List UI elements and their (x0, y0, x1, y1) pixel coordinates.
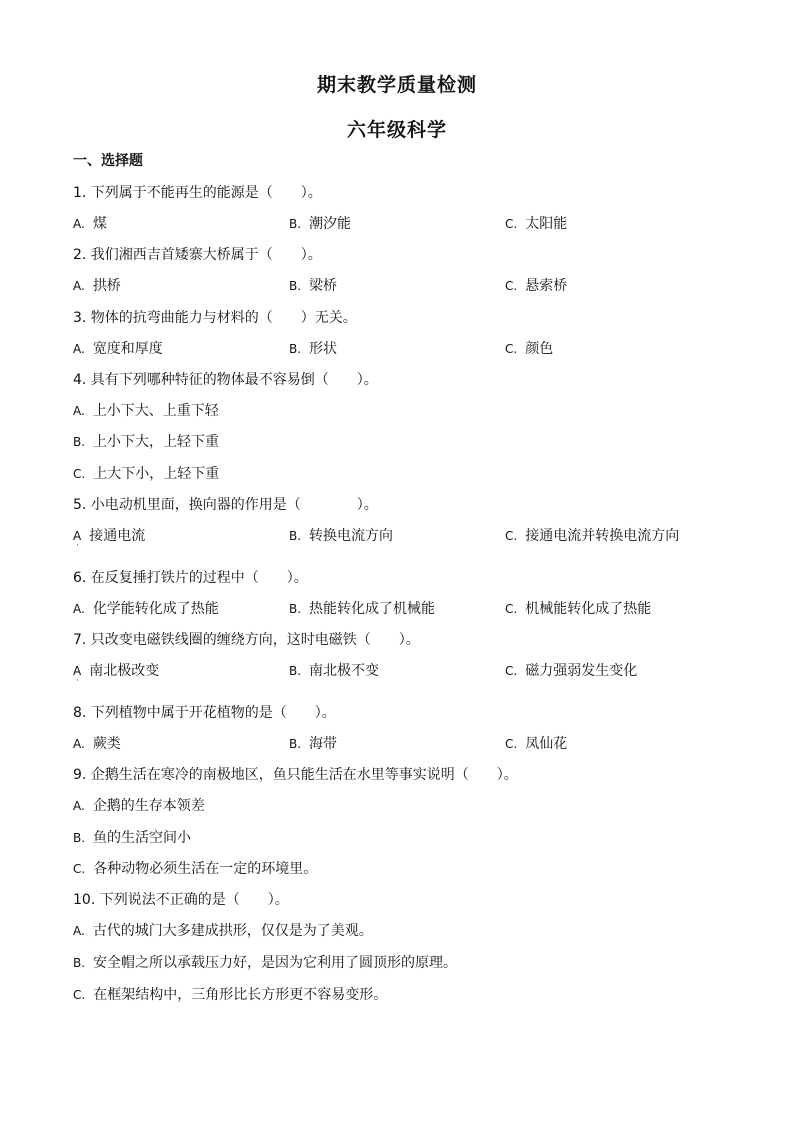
question-9-stem: 9. 企鹅生活在寒冷的南极地区，鱼只能生活在水里等事实说明（ ）。 (73, 767, 518, 783)
option-label: B. (289, 217, 302, 231)
option-label: C. (505, 342, 518, 356)
question-8-option-c (505, 733, 567, 753)
stray-dot-mark: · (76, 676, 79, 686)
option-text: 上小下大、上重下轻 (92, 403, 219, 419)
option-label: A (73, 529, 82, 543)
option-label: B. (289, 279, 302, 293)
question-4-option-c (73, 463, 219, 483)
question-3-stem: 3. 物体的抗弯曲能力与材料的（ ）无关。 (73, 310, 357, 326)
option-text: 南北极改变 (89, 663, 160, 679)
option-label: C. (73, 988, 86, 1002)
question-8-stem: 8. 下列植物中属于开花植物的是（ ）。 (73, 705, 336, 721)
question-2-option-a (73, 275, 121, 295)
question-3-option-a (73, 338, 163, 358)
question-3-option-c (505, 338, 553, 358)
option-label: B. (289, 737, 302, 751)
question-7-option-c (505, 660, 637, 680)
document-subtitle: 六年级科学 (346, 119, 447, 141)
question-1-option-c (505, 213, 567, 233)
question-6-option-b (289, 598, 435, 618)
option-text: 梁桥 (309, 278, 338, 294)
option-label: A. (73, 342, 85, 356)
option-label: C. (505, 602, 518, 616)
option-label: B. (289, 342, 302, 356)
option-text: 南北极不变 (309, 663, 380, 679)
question-3-option-b (289, 338, 337, 358)
question-10-option-b (73, 952, 457, 972)
option-label: B. (73, 435, 86, 449)
stray-dot-mark: · (76, 541, 79, 551)
option-text: 安全帽之所以承载压力好，是因为它利用了圆顶形的原理。 (93, 955, 458, 971)
question-5-option-c (505, 525, 679, 545)
document-title: 期末教学质量检测 (316, 74, 477, 96)
question-9-option-b (73, 827, 191, 847)
option-text: 转换电流方向 (309, 528, 394, 544)
option-text: 化学能转化成了热能 (92, 601, 219, 617)
option-label: C. (505, 217, 518, 231)
option-label: A. (73, 602, 85, 616)
option-label: B. (289, 602, 302, 616)
question-4-option-a (73, 400, 219, 420)
option-text: 鱼的生活空间小 (93, 830, 192, 846)
question-1-option-a (73, 213, 107, 233)
question-4-option-b (73, 431, 219, 451)
question-2-option-b (289, 275, 337, 295)
option-text: 热能转化成了机械能 (309, 601, 436, 617)
option-text: 古代的城门大多建成拱形，仅仅是为了美观。 (92, 923, 373, 939)
option-label: A (73, 664, 82, 678)
option-text: 煤 (92, 216, 107, 232)
question-9-option-c (73, 858, 317, 878)
option-label: A. (73, 217, 85, 231)
option-label: C. (505, 279, 518, 293)
question-1-stem: 1. 下列属于不能再生的能源是（ ）。 (73, 185, 322, 201)
option-label: A. (73, 404, 85, 418)
option-text: 磁力强弱发生变化 (525, 663, 638, 679)
option-text: 企鹅的生存本领差 (92, 798, 205, 814)
option-text: 形状 (309, 341, 338, 357)
option-label: C. (505, 737, 518, 751)
question-7-stem: 7. 只改变电磁铁线圈的缠绕方向，这时电磁铁（ ）。 (73, 632, 420, 648)
option-text: 凤仙花 (525, 736, 568, 752)
question-7-option-a (73, 660, 159, 680)
option-text: 机械能转化成了热能 (525, 601, 652, 617)
question-5-stem: 5. 小电动机里面，换向器的作用是（ ）。 (73, 497, 378, 513)
option-text: 接通电流 (89, 528, 146, 544)
option-label: B. (289, 529, 302, 543)
question-10-option-a (73, 920, 373, 940)
option-text: 蕨类 (92, 736, 121, 752)
option-text: 潮汐能 (309, 216, 352, 232)
question-7-option-b (289, 660, 379, 680)
question-9-option-a (73, 795, 205, 815)
option-text: 拱桥 (92, 278, 121, 294)
question-10-option-c (73, 984, 387, 1004)
question-2-stem: 2. 我们湘西吉首矮寨大桥属于（ ）。 (73, 247, 322, 263)
question-6-stem: 6. 在反复捶打铁片的过程中（ ）。 (73, 570, 308, 586)
option-label: B. (73, 831, 86, 845)
question-8-option-a (73, 733, 121, 753)
option-label: A. (73, 799, 85, 813)
question-1-option-b (289, 213, 351, 233)
option-label: A. (73, 279, 85, 293)
option-label: A. (73, 924, 85, 938)
question-6-option-c (505, 598, 651, 618)
option-label: C. (73, 862, 86, 876)
question-5-option-b (289, 525, 393, 545)
option-text: 宽度和厚度 (92, 341, 163, 357)
option-text: 太阳能 (525, 216, 568, 232)
question-6-option-a (73, 598, 219, 618)
option-text: 颜色 (525, 341, 554, 357)
question-4-stem: 4. 具有下列哪种特征的物体最不容易倒（ ）。 (73, 372, 378, 388)
option-label: C. (505, 529, 518, 543)
option-label: B. (73, 956, 86, 970)
option-label: B. (289, 664, 302, 678)
question-8-option-b (289, 733, 337, 753)
question-5-option-a (73, 525, 145, 545)
option-label: A. (73, 737, 85, 751)
option-text: 海带 (309, 736, 338, 752)
section-heading: 一、选择题 (73, 153, 143, 169)
option-text: 接通电流并转换电流方向 (525, 528, 680, 544)
option-label: C. (505, 664, 518, 678)
option-label: C. (73, 467, 86, 481)
option-text: 悬索桥 (525, 278, 568, 294)
option-text: 上大下小，上轻下重 (93, 466, 220, 482)
option-text: 各种动物必须生活在一定的环境里。 (93, 861, 318, 877)
question-2-option-c (505, 275, 567, 295)
question-10-stem: 10. 下列说法不正确的是（ ）。 (73, 892, 289, 908)
option-text: 上小下大，上轻下重 (93, 434, 220, 450)
option-text: 在框架结构中，三角形比长方形更不容易变形。 (93, 987, 388, 1003)
